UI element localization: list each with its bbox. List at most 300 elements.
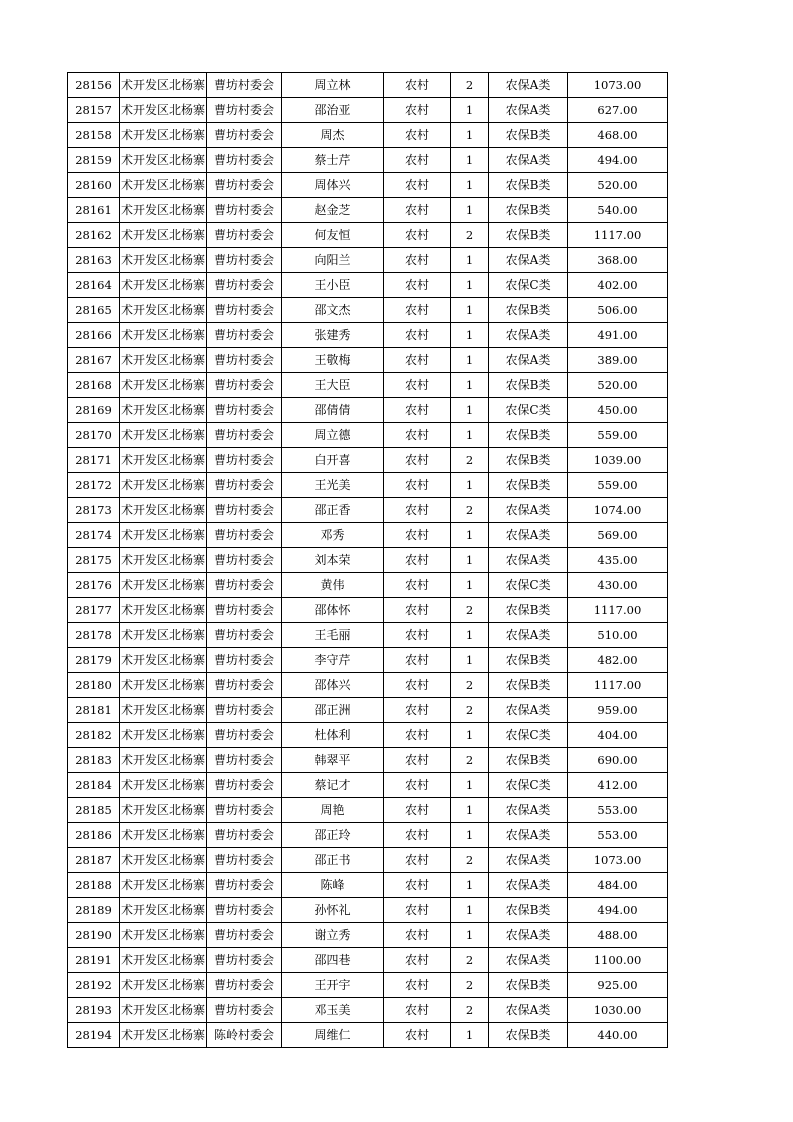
committee-cell: 曹坊村委会 (207, 98, 282, 123)
insurance-category-cell: 农保B类 (489, 648, 568, 673)
member-count-cell: 1 (451, 273, 489, 298)
record-id-cell: 28184 (68, 773, 120, 798)
record-id-cell: 28171 (68, 448, 120, 473)
region-cell: 术开发区北杨寨 (120, 473, 207, 498)
person-name-cell: 周体兴 (282, 173, 384, 198)
person-name-cell: 邵正玲 (282, 823, 384, 848)
region-cell: 术开发区北杨寨 (120, 398, 207, 423)
record-id-cell: 28193 (68, 998, 120, 1023)
committee-cell: 曹坊村委会 (207, 598, 282, 623)
household-type-cell: 农村 (384, 373, 451, 398)
person-name-cell: 何友恒 (282, 223, 384, 248)
committee-cell: 曹坊村委会 (207, 373, 282, 398)
table-row (68, 223, 668, 248)
record-id-cell: 28191 (68, 948, 120, 973)
record-id-cell: 28178 (68, 623, 120, 648)
amount-cell: 569.00 (568, 523, 668, 548)
table-row (68, 398, 668, 423)
insurance-category-cell: 农保C类 (489, 398, 568, 423)
amount-cell: 402.00 (568, 273, 668, 298)
amount-cell: 435.00 (568, 548, 668, 573)
record-id-cell: 28180 (68, 673, 120, 698)
person-name-cell: 韩翠平 (282, 748, 384, 773)
record-id-cell: 28157 (68, 98, 120, 123)
household-type-cell: 农村 (384, 873, 451, 898)
member-count-cell: 1 (451, 298, 489, 323)
amount-cell: 506.00 (568, 298, 668, 323)
amount-cell: 510.00 (568, 623, 668, 648)
region-cell: 术开发区北杨寨 (120, 598, 207, 623)
record-id-cell: 28158 (68, 123, 120, 148)
region-cell: 术开发区北杨寨 (120, 1023, 207, 1048)
member-count-cell: 2 (451, 973, 489, 998)
insurance-category-cell: 农保B类 (489, 1023, 568, 1048)
region-cell: 术开发区北杨寨 (120, 448, 207, 473)
household-type-cell: 农村 (384, 448, 451, 473)
table-row (68, 798, 668, 823)
committee-cell: 曹坊村委会 (207, 573, 282, 598)
member-count-cell: 1 (451, 98, 489, 123)
amount-cell: 488.00 (568, 923, 668, 948)
insurance-category-cell: 农保A类 (489, 73, 568, 98)
committee-cell: 曹坊村委会 (207, 773, 282, 798)
record-id-cell: 28190 (68, 923, 120, 948)
table-row (68, 373, 668, 398)
member-count-cell: 1 (451, 398, 489, 423)
region-cell: 术开发区北杨寨 (120, 673, 207, 698)
insurance-category-cell: 农保B类 (489, 123, 568, 148)
table-row (68, 348, 668, 373)
record-id-cell: 28162 (68, 223, 120, 248)
amount-cell: 1030.00 (568, 998, 668, 1023)
amount-cell: 368.00 (568, 248, 668, 273)
household-type-cell: 农村 (384, 673, 451, 698)
region-cell: 术开发区北杨寨 (120, 548, 207, 573)
household-type-cell: 农村 (384, 473, 451, 498)
record-id-cell: 28189 (68, 898, 120, 923)
household-type-cell: 农村 (384, 323, 451, 348)
person-name-cell: 邵体怀 (282, 598, 384, 623)
person-name-cell: 邵正香 (282, 498, 384, 523)
region-cell: 术开发区北杨寨 (120, 423, 207, 448)
insurance-category-cell: 农保C类 (489, 273, 568, 298)
insurance-category-cell: 农保B类 (489, 598, 568, 623)
household-type-cell: 农村 (384, 298, 451, 323)
member-count-cell: 1 (451, 1023, 489, 1048)
insurance-category-cell: 农保B类 (489, 173, 568, 198)
person-name-cell: 邵正书 (282, 848, 384, 873)
insurance-category-cell: 农保A类 (489, 348, 568, 373)
committee-cell: 曹坊村委会 (207, 498, 282, 523)
amount-cell: 494.00 (568, 148, 668, 173)
region-cell: 术开发区北杨寨 (120, 273, 207, 298)
record-id-cell: 28166 (68, 323, 120, 348)
committee-cell: 曹坊村委会 (207, 798, 282, 823)
member-count-cell: 1 (451, 798, 489, 823)
member-count-cell: 1 (451, 623, 489, 648)
person-name-cell: 王开宇 (282, 973, 384, 998)
region-cell: 术开发区北杨寨 (120, 948, 207, 973)
committee-cell: 曹坊村委会 (207, 973, 282, 998)
table-row (68, 623, 668, 648)
record-id-cell: 28174 (68, 523, 120, 548)
table-row (68, 298, 668, 323)
record-id-cell: 28170 (68, 423, 120, 448)
record-id-cell: 28177 (68, 598, 120, 623)
person-name-cell: 蔡记才 (282, 773, 384, 798)
amount-cell: 627.00 (568, 98, 668, 123)
record-id-cell: 28159 (68, 148, 120, 173)
table-row (68, 323, 668, 348)
table-row (68, 273, 668, 298)
committee-cell: 曹坊村委会 (207, 648, 282, 673)
committee-cell: 曹坊村委会 (207, 698, 282, 723)
amount-cell: 1039.00 (568, 448, 668, 473)
insurance-category-cell: 农保A类 (489, 498, 568, 523)
amount-cell: 553.00 (568, 798, 668, 823)
person-name-cell: 张建秀 (282, 323, 384, 348)
household-type-cell: 农村 (384, 923, 451, 948)
committee-cell: 曹坊村委会 (207, 73, 282, 98)
person-name-cell: 邵体兴 (282, 673, 384, 698)
record-id-cell: 28167 (68, 348, 120, 373)
person-name-cell: 王小臣 (282, 273, 384, 298)
member-count-cell: 1 (451, 348, 489, 373)
member-count-cell: 1 (451, 198, 489, 223)
region-cell: 术开发区北杨寨 (120, 923, 207, 948)
table-row (68, 948, 668, 973)
household-type-cell: 农村 (384, 573, 451, 598)
member-count-cell: 1 (451, 473, 489, 498)
insurance-category-cell: 农保A类 (489, 248, 568, 273)
member-count-cell: 1 (451, 923, 489, 948)
person-name-cell: 孙怀礼 (282, 898, 384, 923)
committee-cell: 曹坊村委会 (207, 198, 282, 223)
member-count-cell: 2 (451, 698, 489, 723)
insurance-category-cell: 农保B类 (489, 473, 568, 498)
committee-cell: 曹坊村委会 (207, 923, 282, 948)
record-id-cell: 28183 (68, 748, 120, 773)
region-cell: 术开发区北杨寨 (120, 198, 207, 223)
table-row (68, 423, 668, 448)
insurance-category-cell: 农保A类 (489, 848, 568, 873)
insurance-category-cell: 农保C类 (489, 723, 568, 748)
table-row (68, 148, 668, 173)
person-name-cell: 邵倩倩 (282, 398, 384, 423)
household-type-cell: 农村 (384, 698, 451, 723)
table-row (68, 198, 668, 223)
insurance-category-cell: 农保A类 (489, 698, 568, 723)
committee-cell: 曹坊村委会 (207, 523, 282, 548)
region-cell: 术开发区北杨寨 (120, 248, 207, 273)
person-name-cell: 刘本荣 (282, 548, 384, 573)
record-id-cell: 28169 (68, 398, 120, 423)
committee-cell: 曹坊村委会 (207, 173, 282, 198)
insurance-category-cell: 农保A类 (489, 148, 568, 173)
amount-cell: 1117.00 (568, 223, 668, 248)
table-row (68, 723, 668, 748)
insurance-category-cell: 农保A类 (489, 323, 568, 348)
person-name-cell: 王敬梅 (282, 348, 384, 373)
region-cell: 术开发区北杨寨 (120, 898, 207, 923)
member-count-cell: 1 (451, 123, 489, 148)
insurance-category-cell: 农保A类 (489, 998, 568, 1023)
table-row (68, 998, 668, 1023)
committee-cell: 曹坊村委会 (207, 223, 282, 248)
household-type-cell: 农村 (384, 548, 451, 573)
member-count-cell: 2 (451, 498, 489, 523)
member-count-cell: 1 (451, 773, 489, 798)
committee-cell: 曹坊村委会 (207, 548, 282, 573)
region-cell: 术开发区北杨寨 (120, 748, 207, 773)
table-row (68, 1023, 668, 1048)
amount-cell: 553.00 (568, 823, 668, 848)
person-name-cell: 王光美 (282, 473, 384, 498)
amount-cell: 1117.00 (568, 598, 668, 623)
insurance-category-cell: 农保B类 (489, 448, 568, 473)
table-row (68, 98, 668, 123)
region-cell: 术开发区北杨寨 (120, 148, 207, 173)
insurance-category-cell: 农保A类 (489, 823, 568, 848)
person-name-cell: 周立德 (282, 423, 384, 448)
table-row (68, 473, 668, 498)
person-name-cell: 邓秀 (282, 523, 384, 548)
household-type-cell: 农村 (384, 773, 451, 798)
record-id-cell: 28181 (68, 698, 120, 723)
committee-cell: 曹坊村委会 (207, 748, 282, 773)
region-cell: 术开发区北杨寨 (120, 848, 207, 873)
record-id-cell: 28192 (68, 973, 120, 998)
region-cell: 术开发区北杨寨 (120, 823, 207, 848)
insurance-category-cell: 农保A类 (489, 98, 568, 123)
amount-cell: 925.00 (568, 973, 668, 998)
person-name-cell: 邓玉美 (282, 998, 384, 1023)
region-cell: 术开发区北杨寨 (120, 648, 207, 673)
insurance-category-cell: 农保C类 (489, 573, 568, 598)
region-cell: 术开发区北杨寨 (120, 573, 207, 598)
member-count-cell: 1 (451, 323, 489, 348)
region-cell: 术开发区北杨寨 (120, 873, 207, 898)
record-id-cell: 28168 (68, 373, 120, 398)
amount-cell: 404.00 (568, 723, 668, 748)
household-type-cell: 农村 (384, 273, 451, 298)
member-count-cell: 1 (451, 823, 489, 848)
household-type-cell: 农村 (384, 598, 451, 623)
household-type-cell: 农村 (384, 248, 451, 273)
committee-cell: 曹坊村委会 (207, 623, 282, 648)
committee-cell: 曹坊村委会 (207, 848, 282, 873)
amount-cell: 959.00 (568, 698, 668, 723)
region-cell: 术开发区北杨寨 (120, 698, 207, 723)
table-row (68, 973, 668, 998)
person-name-cell: 黄伟 (282, 573, 384, 598)
member-count-cell: 1 (451, 723, 489, 748)
insurance-category-cell: 农保B类 (489, 223, 568, 248)
member-count-cell: 2 (451, 948, 489, 973)
household-type-cell: 农村 (384, 223, 451, 248)
amount-cell: 540.00 (568, 198, 668, 223)
person-name-cell: 谢立秀 (282, 923, 384, 948)
committee-cell: 曹坊村委会 (207, 898, 282, 923)
insurance-category-cell: 农保B类 (489, 673, 568, 698)
person-name-cell: 李守芹 (282, 648, 384, 673)
committee-cell: 曹坊村委会 (207, 873, 282, 898)
member-count-cell: 1 (451, 423, 489, 448)
record-id-cell: 28175 (68, 548, 120, 573)
record-id-cell: 28161 (68, 198, 120, 223)
member-count-cell: 1 (451, 898, 489, 923)
record-id-cell: 28164 (68, 273, 120, 298)
household-type-cell: 农村 (384, 848, 451, 873)
amount-cell: 1074.00 (568, 498, 668, 523)
committee-cell: 曹坊村委会 (207, 148, 282, 173)
household-type-cell: 农村 (384, 623, 451, 648)
household-type-cell: 农村 (384, 723, 451, 748)
region-cell: 术开发区北杨寨 (120, 173, 207, 198)
member-count-cell: 2 (451, 73, 489, 98)
household-type-cell: 农村 (384, 148, 451, 173)
committee-cell: 曹坊村委会 (207, 248, 282, 273)
household-type-cell: 农村 (384, 348, 451, 373)
record-id-cell: 28179 (68, 648, 120, 673)
insurance-category-cell: 农保C类 (489, 773, 568, 798)
person-name-cell: 邵治亚 (282, 98, 384, 123)
amount-cell: 468.00 (568, 123, 668, 148)
member-count-cell: 1 (451, 548, 489, 573)
table-row (68, 173, 668, 198)
table-row (68, 448, 668, 473)
record-id-cell: 28165 (68, 298, 120, 323)
member-count-cell: 1 (451, 648, 489, 673)
household-type-cell: 农村 (384, 798, 451, 823)
record-id-cell: 28187 (68, 848, 120, 873)
amount-cell: 520.00 (568, 173, 668, 198)
household-type-cell: 农村 (384, 823, 451, 848)
household-type-cell: 农村 (384, 948, 451, 973)
person-name-cell: 周维仁 (282, 1023, 384, 1048)
member-count-cell: 2 (451, 598, 489, 623)
household-type-cell: 农村 (384, 198, 451, 223)
person-name-cell: 邵四巷 (282, 948, 384, 973)
insurance-category-cell: 农保B类 (489, 423, 568, 448)
person-name-cell: 陈峰 (282, 873, 384, 898)
amount-cell: 412.00 (568, 773, 668, 798)
household-type-cell: 农村 (384, 173, 451, 198)
household-type-cell: 农村 (384, 748, 451, 773)
record-id-cell: 28176 (68, 573, 120, 598)
table-row (68, 698, 668, 723)
member-count-cell: 2 (451, 448, 489, 473)
committee-cell: 曹坊村委会 (207, 948, 282, 973)
insurance-category-cell: 农保A类 (489, 523, 568, 548)
table-row (68, 898, 668, 923)
person-name-cell: 周杰 (282, 123, 384, 148)
person-name-cell: 杜体利 (282, 723, 384, 748)
insurance-category-cell: 农保B类 (489, 748, 568, 773)
member-count-cell: 2 (451, 673, 489, 698)
amount-cell: 1073.00 (568, 848, 668, 873)
insurance-category-cell: 农保B类 (489, 373, 568, 398)
person-name-cell: 蔡士芹 (282, 148, 384, 173)
member-count-cell: 1 (451, 873, 489, 898)
table-row (68, 823, 668, 848)
region-cell: 术开发区北杨寨 (120, 223, 207, 248)
table-row (68, 573, 668, 598)
member-count-cell: 1 (451, 573, 489, 598)
person-name-cell: 赵金芝 (282, 198, 384, 223)
member-count-cell: 2 (451, 748, 489, 773)
household-type-cell: 农村 (384, 648, 451, 673)
region-cell: 术开发区北杨寨 (120, 623, 207, 648)
region-cell: 术开发区北杨寨 (120, 523, 207, 548)
amount-cell: 1100.00 (568, 948, 668, 973)
amount-cell: 559.00 (568, 473, 668, 498)
table-row (68, 123, 668, 148)
household-type-cell: 农村 (384, 123, 451, 148)
person-name-cell: 邵文杰 (282, 298, 384, 323)
record-id-cell: 28156 (68, 73, 120, 98)
person-name-cell: 周艳 (282, 798, 384, 823)
table-row (68, 748, 668, 773)
committee-cell: 曹坊村委会 (207, 823, 282, 848)
household-type-cell: 农村 (384, 423, 451, 448)
member-count-cell: 1 (451, 373, 489, 398)
record-id-cell: 28182 (68, 723, 120, 748)
region-cell: 术开发区北杨寨 (120, 723, 207, 748)
region-cell: 术开发区北杨寨 (120, 998, 207, 1023)
household-type-cell: 农村 (384, 398, 451, 423)
amount-cell: 494.00 (568, 898, 668, 923)
committee-cell: 曹坊村委会 (207, 323, 282, 348)
record-id-cell: 28188 (68, 873, 120, 898)
region-cell: 术开发区北杨寨 (120, 123, 207, 148)
person-name-cell: 王毛丽 (282, 623, 384, 648)
amount-cell: 1117.00 (568, 673, 668, 698)
member-count-cell: 2 (451, 223, 489, 248)
person-name-cell: 白开喜 (282, 448, 384, 473)
person-name-cell: 周立林 (282, 73, 384, 98)
amount-cell: 389.00 (568, 348, 668, 373)
amount-cell: 690.00 (568, 748, 668, 773)
insurance-category-cell: 农保A类 (489, 623, 568, 648)
committee-cell: 曹坊村委会 (207, 123, 282, 148)
record-id-cell: 28194 (68, 1023, 120, 1048)
table-row (68, 598, 668, 623)
table-row (68, 873, 668, 898)
committee-cell: 曹坊村委会 (207, 348, 282, 373)
record-id-cell: 28172 (68, 473, 120, 498)
region-cell: 术开发区北杨寨 (120, 973, 207, 998)
region-cell: 术开发区北杨寨 (120, 798, 207, 823)
table-row (68, 673, 668, 698)
committee-cell: 曹坊村委会 (207, 673, 282, 698)
region-cell: 术开发区北杨寨 (120, 348, 207, 373)
household-type-cell: 农村 (384, 973, 451, 998)
table-row (68, 498, 668, 523)
record-id-cell: 28173 (68, 498, 120, 523)
committee-cell: 曹坊村委会 (207, 448, 282, 473)
amount-cell: 559.00 (568, 423, 668, 448)
table-row (68, 923, 668, 948)
person-name-cell: 向阳兰 (282, 248, 384, 273)
insurance-category-cell: 农保A类 (489, 798, 568, 823)
committee-cell: 曹坊村委会 (207, 298, 282, 323)
member-count-cell: 2 (451, 998, 489, 1023)
committee-cell: 曹坊村委会 (207, 723, 282, 748)
record-id-cell: 28186 (68, 823, 120, 848)
amount-cell: 484.00 (568, 873, 668, 898)
region-cell: 术开发区北杨寨 (120, 298, 207, 323)
